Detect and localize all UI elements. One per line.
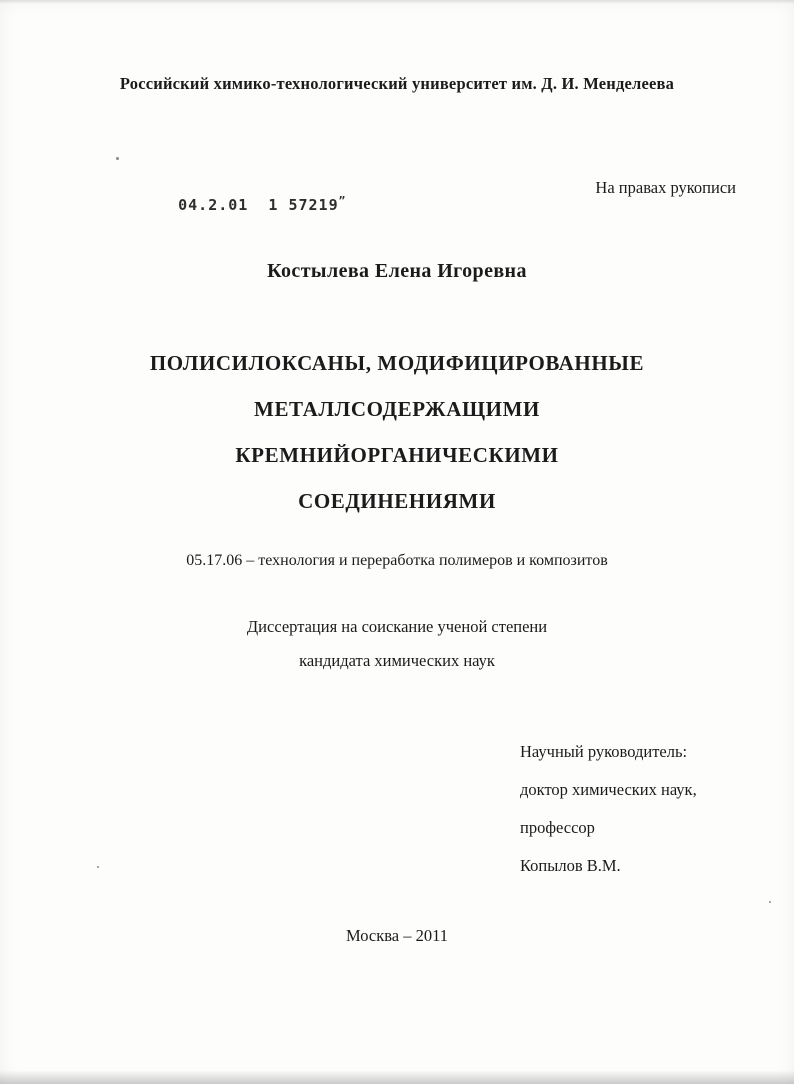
scan-speck xyxy=(769,901,771,903)
degree-line-1: Диссертация на соискание ученой степени xyxy=(246,617,548,636)
advisor-block xyxy=(520,733,697,885)
advisor-label: Научный руководитель: xyxy=(520,742,688,761)
university-name: Российский химико-технологический университет им. Д. И. Менделеева xyxy=(119,74,675,93)
specialty-code: 05.17.06 – технология и переработка полимеров и композитов xyxy=(186,552,608,569)
title-line-1: ПОЛИСИЛОКСАНЫ, МОДИФИЦИРОВАННЫЕ xyxy=(149,351,645,375)
library-stamp xyxy=(138,176,345,232)
advisor-rank: профессор xyxy=(520,818,595,837)
degree-statement xyxy=(0,610,794,678)
library-stamp-number: 04.2.01 1 57219 xyxy=(178,196,339,214)
advisor-name: Копылов В.М. xyxy=(520,856,621,875)
library-stamp-mark: ” xyxy=(338,194,346,207)
title-line-2: МЕТАЛЛСОДЕРЖАЩИМИ xyxy=(254,397,540,421)
city-year: Москва – 2011 xyxy=(345,926,449,945)
author-name: Костылева Елена Игоревна xyxy=(267,260,527,282)
advisor-degree: доктор химических наук, xyxy=(520,780,697,799)
degree-line-2: кандидата химических наук xyxy=(299,651,495,670)
title-line-3: КРЕМНИЙОРГАНИЧЕСКИМИ xyxy=(235,443,559,467)
manuscript-rights-note: На правах рукописи xyxy=(595,178,736,197)
scan-speck xyxy=(97,866,99,868)
dissertation-title xyxy=(0,340,794,524)
scan-speck xyxy=(116,157,119,160)
title-line-4: СОЕДИНЕНИЯМИ xyxy=(298,489,496,513)
